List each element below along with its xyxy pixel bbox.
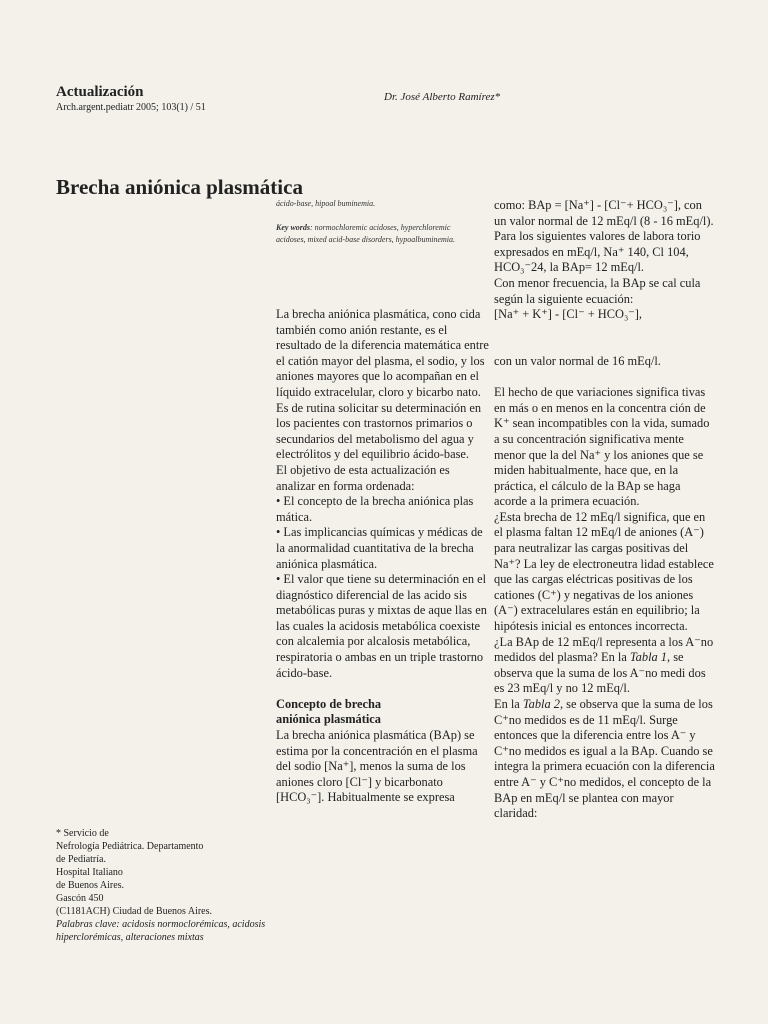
objective-bullet: • Las implicancias químicas y médicas de la anormalidad cuantitativa de la brecha aniónica plasmática. [276, 525, 483, 571]
article-title: Brecha aniónica plasmática [56, 175, 303, 199]
concept-paragraph: La brecha aniónica plasmática (BAp) se estima por la concentración en el plasma del sodio [Na⁺], menos la suma de los aniones cloro [Cl⁻] y bicarbonato [HCO₃⁻]. Habitualmente se expresa [276, 728, 478, 805]
abstract-tail: ácido-base, hipoal buminemia. [276, 199, 376, 208]
text-run: , se observa que la suma de los C⁺no medidos es de 11 mEq/l. Surge entonces que la diferencia entre los A⁻ y C⁺no medidos es igual a la BAp. Cuando se integra la primera ecuación con la diferencia entre A⁻ y C⁺no medidos, el concepto de la BAp en mEq/l se plantea con mayor claridad: [494, 697, 715, 821]
footnote-line: de Pediatría. [56, 854, 106, 865]
body-paragraph: con un valor normal de 16 mEq/l. [494, 353, 661, 368]
body-paragraph: ¿Esta brecha de 12 mEq/l significa, que en el plasma faltan 12 mEq/l de aniones (A⁻) para neutralizar las cargas positivas del Na⁺? La ley de electroneutra lidad establece que las cargas eléctricas positivas de los cationes (C⁺) y negativas de los aniones (A⁻) extracelulares están en equilibrio; la hipótesis inicial es entonces incorrecta. [494, 509, 714, 634]
text-run: ¿La BAp de 12 mEq/l representa a los A⁻no medidos del plasma? En la [494, 634, 714, 665]
body-paragraph: como: BAp = [Na⁺] - [Cl⁻+ HCO₃⁻], con un valor normal de 12 mEq/l (8 - 16 mEq/l). [494, 198, 714, 228]
intro-paragraph: El objetivo de esta actualización es analizar en forma ordenada: [276, 462, 450, 493]
english-keywords [276, 222, 476, 246]
footnote-line: de Buenos Aires. [56, 880, 125, 891]
middle-column [276, 307, 490, 806]
text-run: En la [494, 697, 523, 711]
body-paragraph: El hecho de que variaciones significa tivas en más o en menos en la concentra ción de K⁺ sean incompatibles con la vida, sumado a su concentración significativa mente menor que la del Na⁺ y los aniones que se miden habitualmente, hace que, en la práctica, el cálculo de la BAp se haga acorde a la primera ecuación. [494, 385, 710, 509]
keywords-label: Key words [276, 223, 310, 232]
intro-paragraph: Es de rutina solicitar su determinación en los pacientes con trastornos primarios o secundarios del metabolismo del agua y electrólitos y del equilibrio ácido-base. [276, 400, 482, 462]
body-paragraph: Con menor frecuencia, la BAp se cal cula según la siguiente ecuación: [494, 275, 701, 306]
table-reference: Tabla 2 [522, 697, 560, 711]
author-affiliation-footnote [56, 827, 266, 944]
intro-paragraph: La brecha aniónica plasmática, cono cida también como anión restante, es el resultado de la diferencia matemática entre el catión mayor del plasma, el sodio, y los aniones mayores que lo acompañan en el líquido extracelular, cloro y bicarbo nato. [276, 307, 489, 399]
footnote-line: * Servicio de [56, 828, 109, 839]
keywords-text: : normochloremic acidoses, hyperchloremic acidoses, mixed acid-base disorders, hypoalbuminemia. [276, 223, 456, 244]
keywords-label: Palabras clave [56, 919, 117, 930]
footnote-line: Nefrología Pediátrica. Departamento [56, 841, 204, 852]
spanish-keywords [56, 918, 266, 944]
equation: [Na⁺ + K⁺] - [Cl⁻ + HCO₃⁻], [494, 307, 643, 322]
body-paragraph: Para los siguientes valores de labora torio expresados en mEq/l, Na⁺ 140, Cl 104, HCO₃⁻24, la BAp= 12 mEq/l. [494, 229, 701, 275]
body-paragraph [494, 635, 716, 697]
footnote-line: (C1181ACH) Ciudad de Buenos Aires. [56, 906, 213, 917]
journal-citation: Arch.argent.pediatr 2005; 103(1) / 51 [56, 102, 206, 113]
body-paragraph [494, 697, 716, 822]
footnote-line: Gascón 450 [56, 893, 104, 904]
right-column [494, 198, 716, 822]
section-label: Actualización [56, 84, 144, 100]
footnote-line: Hospital Italiano [56, 867, 123, 878]
text-run: , se observa que la suma de los A⁻no medi dos es 23 mEq/l y no 12 mEq/l. [494, 650, 706, 696]
section-heading: aniónica plasmática [276, 712, 381, 727]
section-heading: Concepto de brecha [276, 696, 382, 711]
table-reference: Tabla 1 [629, 650, 667, 665]
author-name: Dr. José Alberto Ramírez* [384, 91, 501, 103]
objective-bullet: • El valor que tiene su determinación en el diagnóstico diferencial de las acido sis metabólicas puras y mixtas de aque llas en las cuales la acidosis metabólica coexiste con alcalemia por alcalosis metabólica, respiratoria o ambas en un triple trastorno ácido-base. [276, 572, 487, 680]
keywords-text: : acidosis normoclorémicas, acidosis hiperclorémicas, alteraciones mixtas [56, 919, 266, 943]
objective-bullet: • El concepto de la brecha aniónica plas mática. [276, 494, 474, 524]
